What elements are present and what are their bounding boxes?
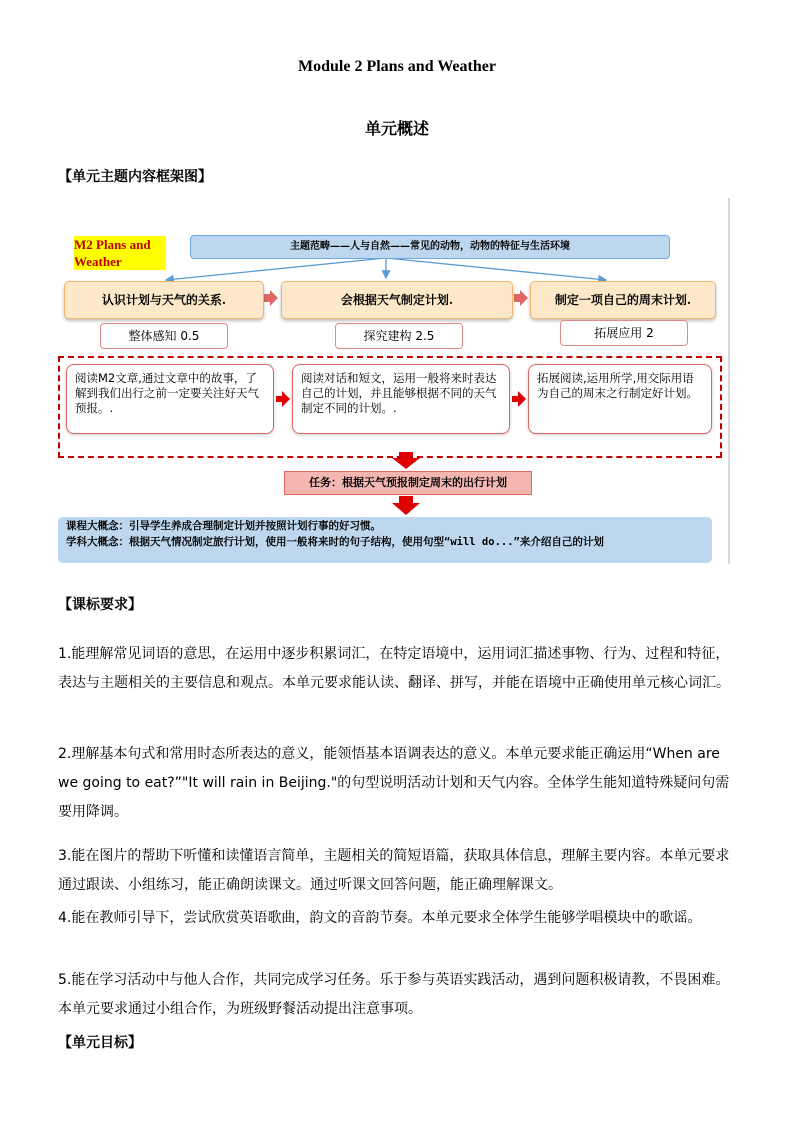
stage-label-1: 整体感知 0.5 bbox=[100, 323, 228, 349]
activity-card-2: 阅读对话和短文，运用一般将来时表达自己的计划，并且能够根据不同的天气制定不同的计划。. bbox=[292, 364, 510, 434]
arrow-theme-right bbox=[386, 258, 606, 280]
arrow-theme-left bbox=[166, 258, 386, 280]
page-title: Module 2 Plans and Weather bbox=[298, 58, 496, 75]
activity-card-1: 阅读M2文章,通过文章中的故事，了解到我们出行之前一定要关注好天气预报。. bbox=[66, 364, 274, 434]
arrow-step-2 bbox=[514, 290, 528, 306]
module-label: M2 Plans and Weather bbox=[74, 236, 166, 270]
step-box-3: 制定一项自己的周末计划. bbox=[530, 281, 716, 319]
stage-label-2: 探究建构 2.5 bbox=[335, 323, 463, 349]
arrow-step-1 bbox=[264, 290, 278, 306]
section-heading-standards: 【课标要求】 bbox=[58, 597, 142, 613]
section-heading-goals: 【单元目标】 bbox=[58, 1035, 142, 1051]
step-box-2: 会根据天气制定计划. bbox=[281, 281, 513, 319]
standard-item-2: 2.理解基本句式和常用时态所表达的意义，能领悟基本语调表达的意义。本单元要求能正确运用“When are we going to eat?”"It will rain in Beijing."的句型说明活动计划和天气内容。全体学生能知道特殊疑问句需要用降调。 bbox=[58, 746, 730, 820]
activity-card-3: 拓展阅读,运用所学,用交际用语为自己的周末之行制定好计划。 bbox=[528, 364, 712, 434]
theme-box: 主题范畴——人与自然——常见的动物，动物的特征与生活环境 bbox=[190, 235, 670, 259]
stage-label-3: 拓展应用 2 bbox=[560, 320, 688, 346]
concepts-box bbox=[58, 517, 712, 563]
standard-item-3: 3.能在图片的帮助下听懂和读懂语言简单，主题相关的简短语篇，获取具体信息，理解主要内容。本单元要求通过跟读、小组练习，能正确朗读课文。通过听课文回答问题，能正确理解课文。 bbox=[58, 848, 730, 893]
course-concept: 课程大概念：引导学生养成合理制定计划并按照计划行事的好习惯。 bbox=[66, 520, 381, 532]
subject-concept: 学科大概念：根据天气情况制定旅行计划，使用一般将来时的句子结构，使用句型“will do...”来介绍自己的计划 bbox=[66, 536, 604, 548]
page-subtitle: 单元概述 bbox=[364, 119, 429, 138]
task-box: 任务：根据天气预报制定周末的出行计划 bbox=[284, 471, 532, 495]
step-box-1: 认识计划与天气的关系. bbox=[64, 281, 264, 319]
standard-item-5: 5.能在学习活动中与他人合作，共同完成学习任务。乐于参与英语实践活动，遇到问题积极请教，不畏困难。本单元要求通过小组合作，为班级野餐活动提出注意事项。 bbox=[58, 972, 730, 1017]
standard-item-4: 4.能在教师引导下，尝试欣赏英语歌曲，韵文的音韵节奏。本单元要求全体学生能够学唱模块中的歌谣。 bbox=[58, 910, 702, 926]
standard-item-1: 1.能理解常见词语的意思，在运用中逐步积累词汇，在特定语境中，运用词汇描述事物、行为、过程和特征，表达与主题相关的主要信息和观点。本单元要求能认读、翻译、拼写，并能在语境中正确使用单元核心词汇。 bbox=[58, 646, 730, 691]
arrow-down-concepts bbox=[392, 496, 420, 515]
section-heading-framework: 【单元主题内容框架图】 bbox=[58, 169, 212, 185]
